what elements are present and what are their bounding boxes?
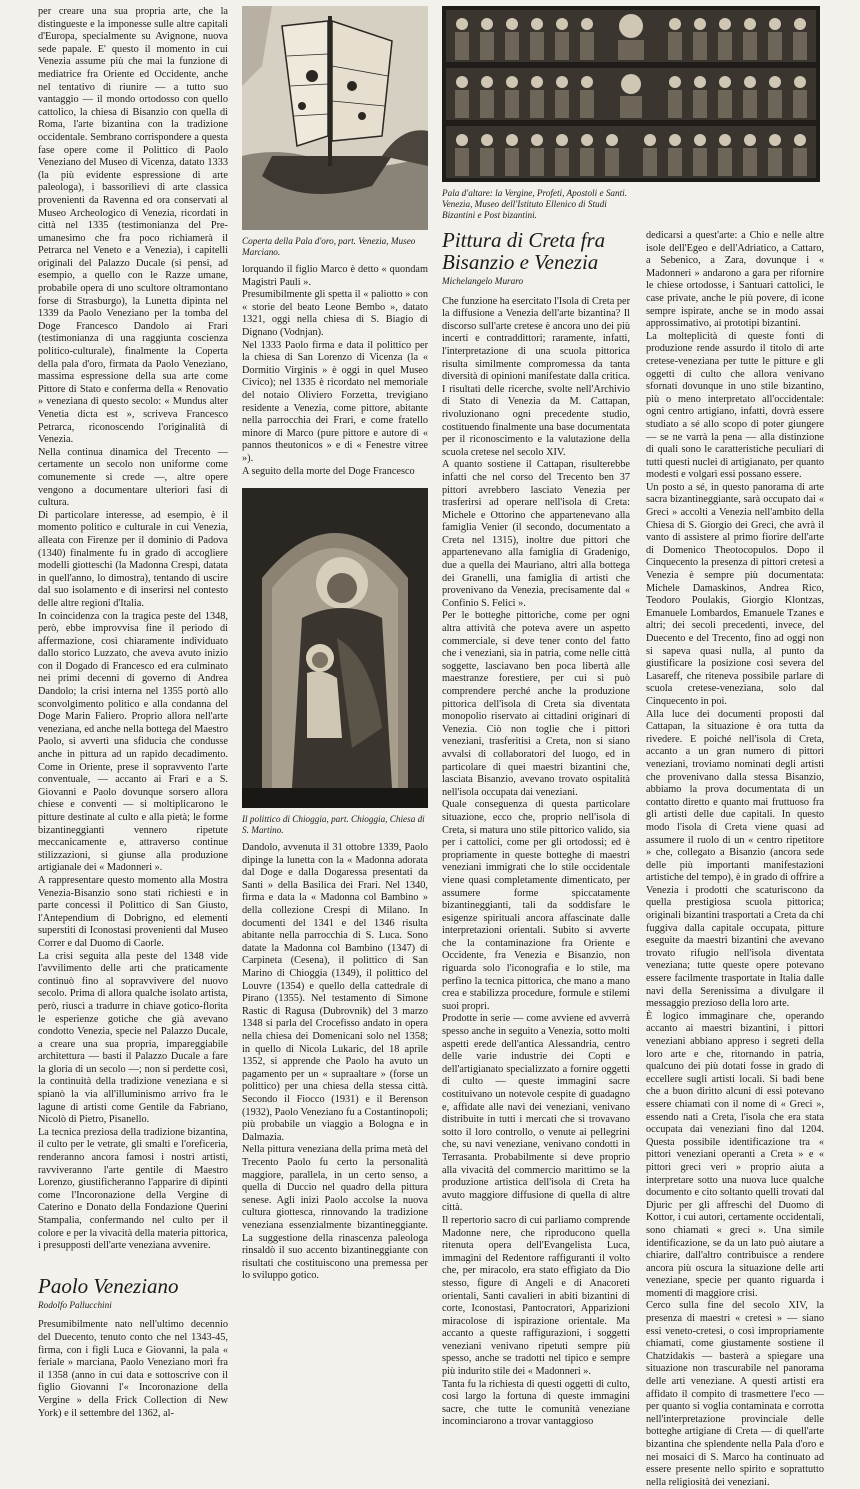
figure-caption: Il polittico di Chioggia, part. Chioggia, Chiesa di S. Martino. bbox=[242, 814, 425, 836]
paragraph: Nella continua dinamica del Trecento — certamente un secolo non uniforme come comunemente si crede —, altre opere vengono a documentare ulteriori fasi di cultura. bbox=[38, 446, 228, 509]
paragraph: Presumibilmente nato nell'ultimo decennio del Duecento, tenuto conto che nel 1343-45, firma, con i figli Luca e Giovanni, la pala « feriale » marciana, Paolo Veneziano morì fra il 1358 (anno in cui data e sottoscrive con il figlio Giovanni l'« Incoronazione della Vergine » della Frick Collection di New York) e il settembre del 1362, al- bbox=[38, 1319, 228, 1419]
paragraph: Tanta fu la richiesta di questi oggetti di culto, così largo la fortuna di queste immagini sacre, che tutte le comunità veneziane incominciarono a trovar vantaggioso bbox=[442, 1378, 630, 1428]
paragraph: Per le botteghe pittoriche, come per ogni altra attività che poteva avere un aspetto commerciale, si deve tener conto del fatto che i veneziani, sia in patria, come nelle città soggette, lasciavano ben poca libertà alle maestranze forestiere, per cui si può comprendere perché anche la produzione pittorica dell'isola di Creta sia diventata monopolio riservato ai cittadini originari di Venezia. Ciò non toglie che i pittori veneziani, trasferitisi a Creta, non si siano avvalsi di collaboratori del luogo, ed in particolare di quei maestri bizantini che, lasciata Bisanzio, avevano trovato ospitalità nell'isola occupata dai veneziani. bbox=[442, 610, 630, 798]
column-3 bbox=[442, 6, 630, 1428]
paragraph: Alla luce dei documenti proposti dal Cattapan, la situazione è ora tutta da rivedere. E poiché nell'isola di Creta, accanto a un gran numero di pittori veneziani, troviamo nominati degli artisti che provenivano dalla stessa Bisanzio, abbiamo la prova documentata di un contatto diretto e quanto mai fruttuoso fra gli artisti delle due capitali. In questo modo l'isola di Creta viene quasi ad assumere il ruolo di un « centro ripetitore » che, collegato a Bisanzio (ancora sede delle più importanti manifestazioni artistiche del tempo), è in grado di offrire a Venezia i prodotti che scaturiscono da quella prestigiosa scuola pittorica; originali bizantini trasportati a Creta da chi fuggiva dalla capitale occupata, pitture eseguite da maestri bizantini che avevano trovato rifugio nell'isola diventata veneziana; tutte queste opere potevano essere facilmente trasportate in Italia dalle navi della Serenissima a divulgare il messaggio prezioso della loro arte. bbox=[646, 708, 824, 1010]
paragraph: A rappresentare questo momento alla Mostra Venezia-Bisanzio sono stati richiesti e in parte concessi il Polittico di San Giusto, l'Antependium di Dobrigno, ed elementi superstiti di Iconostasi provenienti dal Museo Correr e dal Duomo di Caorle. bbox=[38, 874, 228, 949]
paragraph: Nel 1333 Paolo firma e data il polittico per la chiesa di San Lorenzo di Vicenza (la « Dormitio Virginis » è oggi in quel Museo Civico); nel 1335 è ricordato nel memoriale del notaio Oliviero Forzetta, trevigiano residente a Venezia, come pittore, abitante nella parrocchia dei Frari, e come fratello minore di Marco (pure pittore e autore di « pannos theutonicos » e di « Fenestre vitree »). bbox=[242, 339, 428, 464]
madonna-painting-image bbox=[242, 488, 428, 808]
paragraph: Prodotte in serie — come avviene ed avverrà spesso anche in seguito a Venezia, sotto molti aspetti erede dell'antica Alessandria, centro delle varie industrie dei Copti e dell'artigianato specializzato a fornire oggetti di culto — queste immagini sacre costituivano un notevole cespite di guadagno e, affidate alle navi dei veneziani, venivano distribuite in tutti i mercati che si trovavano sotto il loro controllo, o venute ai pellegrini che, su navi veneziane, venivano condotti in Terrasanta. Probabilmente si deve proprio alla vivacità del commercio marittimo se la produzione artistica dell'isola di Creta ha avuto maggiore diffusione di quella di altre città. bbox=[442, 1013, 630, 1214]
article-heading-paolo-veneziano: Paolo Veneziano bbox=[38, 1273, 179, 1298]
paragraph: A seguito della morte del Doge Francesco bbox=[242, 465, 415, 477]
paragraph: È logico immaginare che, operando accanto ai maestri bizantini, i pittori veneziani abbiano appreso i segreti della loro arte e che, ritornando in patria, qualcuno dei più dotati fosse in grado di eccellere sugli artisti locali. Si badi bene che a buon diritto alcuni di essi potevano essere chiamati con il nome di « Greci », essendo nati a Creta, l'isola che era stata occupata dai veneziani fino dal 1204. Questa possibile identificazione tra « pittori veneziani operanti a Creta » e « pittori greci veri » proprio aiuta a interpretare sotto una nuova luce qualche documento e cito soltanto quelli trovati dal Djuric per gli affreschi del Duomo di Kottor, i cui autori, certamente occidentali, sono chiamati « greci ». Una simile identificazione, se da un lato può aiutare a chiarire, dall'altro contribuisce a rendere ancora più oscura la situazione delle arti veneziane, specie per quanto riguarda i momenti di maggiore crisi. bbox=[646, 1010, 824, 1299]
paragraph: Presumibilmente gli spetta il « paliotto » con « storie del beato Leone Bembo », datato 1321, oggi nella chiesa di S. Biagio di Dignano (Vodnjan). bbox=[242, 289, 428, 338]
article-byline: Michelangelo Muraro bbox=[442, 276, 524, 286]
paragraph: A quanto sostiene il Cattapan, risulterebbe infatti che nel corso del Trecento ben 37 pittori avrebbero lasciato Venezia per trasferirsi ad operare nell'isola di Creta: Michele e Ottorino che appartenevano alla famiglia Venier (il secondo, documentato a Creta nel 1315), inoltre due pittori che appartenevano alla famiglia di Gradenigo, due a quella dei Mauriano, altri alla bottega dei Granelli, una famiglia di artisti che provenivano da Venezia, precisamente dal « Confinio S. Felici ». bbox=[442, 459, 630, 609]
paragraph: Un posto a sé, in questo panorama di arte sacra bizantineggiante, sarà occupato dai « Greci » accolti a Venezia nell'ambito della Chiesa di S. Giorgio dei Greci, che avrà il vanto di assistere al primo fiorire dell'arte di Domenico Theotocopulos. Dopo il Cinquecento la presenza di pittori cretesi a Venezia è sempre più documentata: Michele Damaskinos, Andrea Rico, Teodoro Poulakis, Giorgio Klontzas, Emanuele Lombardos, Emanuele Tzanes e altri; dei secoli precedenti, invece, del Duecento e del Trecento, fino ad oggi non si sapeva quasi nulla, al punto da giustificare la posizione così severa del Lasareff, che riteneva possibile parlare di scuola cretese-veneziana, solo dal Cinquecento in poi. bbox=[646, 481, 824, 707]
paragraph: Quale conseguenza di questa particolare situazione, ecco che, proprio nell'isola di Creta, si matura uno stile pittorico valido, sia per i cattolici, come per gli ortodossi; ed è propriamente in queste botteghe di maestri veneziani immigrati che lo stile occidentale viene quasi completamente dimenticato, per assumere forme spiccatamente bizantineggianti, tali da soddisfare le esigenze spirituali ancora affascinate dalle interpretazioni orientali. Subito si avverte che la contaminazione fra Oriente e Occidente, fra Venezia e Bisanzio, non riguarda solo l'iconografia e lo stile, ma perfino la tecnica pittorica, che mano a mano crea e stabilizza procedure, formule e stilemi suoi propri. bbox=[442, 799, 630, 1012]
figure-pala-doro-cover bbox=[242, 6, 428, 230]
paragraph: Dandolo, avvenuta il 31 ottobre 1339, Paolo dipinge la lunetta con la « Madonna adorata dal Doge e dalla Dogaressa presentati da Santi » della Basilica dei Frari. Nel 1340, firma e data la « Madonna col Bambino » della collezione Crespi di Milano. In documenti del 1341 e del 1346 risulta abitante nella parrocchia di S. Luca. Sono datate la Madonna col Bambino (1347) di Carpineta (Cesena), il polittico di San Marino di Chioggia (1349), il polittico del Louvre (1354) e quello della cattedrale di Pirano (1355). Nel testamento di Simone Rastic di Ragusa (Dubrovnik) del 3 marzo 1348 si parla del Crocefisso andato in opera nella chiesa dei Domenicani solo nel 1358; in quello di Nicola Lukaric, del 18 aprile 1352, si apprende che Paolo ha avuto un pagamento per un « supraaltare » (forse un polittico) per una chiesa della stessa città. Secondo il Fiocco (1931) e il Berenson (1932), Paolo Veneziano fu a Costantinopoli; più probabile un viaggio a Bologna e in Dalmazia. bbox=[242, 842, 428, 1143]
altarpiece-image bbox=[442, 6, 820, 182]
column-1 bbox=[38, 6, 228, 1419]
column-2 bbox=[242, 6, 428, 1282]
article-byline: Rodolfo Pallucchini bbox=[38, 1299, 112, 1310]
paragraph: Di particolare interesse, ad esempio, è il momento politico e culturale in cui Venezia, alleata con Firenze per il dominio di Padova (1340) finalmente fu in grado di accogliere modelli giotteschi (la Madonna Crespi, datata in quell'anno, lo dimostra), tentando di uscire dal suo isolamento e di inserirsi nel contesto delle altre regioni d'Italia. bbox=[38, 509, 228, 609]
article-heading-pittura-di-creta: Pittura di Creta fra Bisanzio e Venezia bbox=[442, 228, 606, 274]
ship-painting-image bbox=[242, 6, 428, 230]
paragraph: per creare una sua propria arte, che la distingueste e la imponesse sulle altre capitali d'Europa, specialmente su Avignone, nuova sede papale. E' questo il momento in cui Venezia assume più che mai la funzione di mediatrice fra Oriente ed Occidente, anche nel tentativo di riunire — a tutto suo vantaggio — il mondo ortodosso con quello cattolico, la chiesa di Bisanzio con quella di Roma, l'arte bizantina con la tradizione occidentale. Sembrano corrispondere a questa fase opere come il Polittico di Paolo Veneziano del Museo di Vicenza, datato 1333 (la più evidente espressione di arte paleologa), i bassorilievi di arte classica provenienti da Ravenna ed ora conservati al Museo Archeologico di Venezia, ricordati in città nel 1335 (testimonianza del Pre-umanesimo che fra poco richiamerà il Petrarca nel Veneto e a Venezia), i capitelli originali del Palazzo Ducale (si pensi, ad esempio, a quello con le Razze umane, probabile opera di uno scultore oltramontano forse di Strasburgo), la Lunetta dipinta nel 1339 da Paolo Veneziano per la tomba del Doge Francesco Dandolo ai Frari (testimonianza di una raggiunta coscienza politico-culturale), finalmente la Coperta della pala d'oro, firmata da Paolo Veneziano, massima espressione della sua arte come Pittore di Stato e conferma della « Renovatio » veneziana di questo secolo: « Mundus alter Venetia dicta est », scriveva Francesco Petrarca, riconoscendo l'originalità di Venezia. bbox=[38, 6, 228, 446]
figure-caption: Coperta della Pala d'oro, part. Venezia, Museo Marciano. bbox=[242, 236, 416, 257]
column-4 bbox=[646, 230, 824, 1488]
figure-caption: Pala d'altare: la Vergine, Profeti, Apostoli e Santi. Venezia, Museo dell'Istituto Ellenico di Studi Bizantini e Post bizantini. bbox=[442, 188, 628, 220]
paragraph: La molteplicità di queste fonti di produzione rende assurdo il titolo di arte cretese-veneziana per tutte le pitture e gli oggetti di culto che allora venivano sfornati dovunque in uno stile bizantino, più o meno interpretato all'occidentale: ogni centro artigiano, infatti, dovrà essere studiato a sé allo scopo di poter giungere — se ne varrà la pena — alla distinzione di quali sono le caratteristiche peculiari di tutti questi nuclei di artigianato, per quanto modesti e volgari essi possano essere. bbox=[646, 330, 824, 481]
paragraph: La crisi seguita alla peste del 1348 vide l'avvilimento delle arti che praticamente continuò fino al sopravvivere del nuovo secolo. Prima di allora qualche isolato artista, però, riuscì a tradurre in chiave gotico-florita le esperienze gotiche che già avevano condotto Venezia, specie nel Palazzo Ducale, a creare una sua propria, impareggiabile architettura — basti il Palazzo Ducale a fare la gloria di un secolo —; non si perdette così, la continuità della tradizione veneziana e si spianò la via all'illuminismo arrivo fra le lagune di artisti come Gentile da Fabriano, Nicolò di Pietro, Pisanello. bbox=[38, 950, 228, 1126]
paragraph: Il repertorio sacro di cui parliamo comprende Madonne nere, che riproducono quella ritenuta opera dell'Evangelista Luca, immagini del Redentore raffiguranti il volto che, per miracolo, era stato effigiato da Dio stesso, figure di Angeli e di Anacoreti orientali, Santi cavalieri in abiti bizantini di corte, Iconostasi, Pantocratori, Apparizioni miracolose di ispirazione orientale. Ma accanto a queste raffigurazioni, i soggetti veneziani venivano ripetuti sempre più spesso, anche se tradotti nel tipico e sempre più indurito stile dei « Madonneri ». bbox=[442, 1214, 630, 1378]
paragraph: lorquando il figlio Marco è detto « quondam Magistri Pauli ». bbox=[242, 264, 428, 288]
paragraph: Che funzione ha esercitato l'Isola di Creta per la diffusione a Venezia dell'arte bizantina? Il discorso sull'arte cretese è ancora uno dei più incerti e contraddittori; raramente, infatti, l'interpretazione di una scuola pittorica risulta similmente compromessa da tanta diversità di opinioni manifestate dalla critica. I risultati delle ricerche, svolte nell'Archivio di Stato di Venezia da M. Cattapan, rivoluzionano ogni precedente studio, costituendo finalmente una base documentata per il riconoscimento e la valutazione della scuola cretese nel secolo XIV. bbox=[442, 295, 630, 458]
paragraph: Nella pittura veneziana della prima metà del Trecento Paolo fu certo la personalità maggiore, parallela, in un certo senso, a quella di Duccio nel quadro della pittura senese. Agli inizi Paolo accolse la nuova cultura giottesca, rinnovando la tradizione veneziana essenzialmente bizantineggiante. La suggestione della rinascenza paleologa rinsaldò il suo accento bizantineggiante con risultati che costituiscono una premessa per lo sviluppo gotico. bbox=[242, 1144, 428, 1282]
paragraph: La tecnica preziosa della tradizione bizantina, il culto per le vetrate, gli smalti e l'oreficeria, renderanno ancora famosi i nostri artisti, ravviveranno l'arte gentile di Maestro Lorenzo, giustificheranno l'apparire di dipinti come l'Incoronazione della Vergine di Caterino e Donato della Fondazione Querini Stampalia, confermando nel culto per il colore e per la vivacità della materia pittorica, i presupposti dell'arte veneziana avvenire. bbox=[38, 1126, 228, 1252]
paragraph: In coincidenza con la tragica peste del 1348, però, ebbe improvvisa fine il periodo di affermazione, così chiaramente individuato dallo storico Luzzato, che aveva avuto inizio con il Dogado di Francesco ed era culminato nei primi decenni di governo di Andrea Dandolo; la crisi interna nel 1355 portò allo sconvolgimento politico e alla condanna del Doge Marin Faliero. Proprio allora nell'arte veneziana, ed anche nella bottega del Maestro Paolo, si avvertì una sfiducia che condusse anche in pittura ad un rapido decadimento. Come in Oriente, prese il sopravvento l'arte conventuale, — accanto ai Frari e a S. Giovanni e Paolo dovunque sorsero allora chiese e conventi — si moltiplicarono le pitture destinate al culto e alla pietà; le forme bizantineggianti vennero ripetute meccanicamente e, attraverso continue stilizzazioni, si giunse alla produzione artigianale dei « Madonneri ». bbox=[38, 610, 228, 874]
figure-altarpiece bbox=[442, 6, 820, 182]
paragraph: dedicarsi a quest'arte: a Chio e nelle altre isole dell'Egeo e dell'Adriatico, a Cattaro, a Sebenico, a Zara, dovunque i « Madonneri » andarono a gara per rifornire le chiese ortodosse, i Santuari cattolici, le case private, anche le più povere, di icone sempre ispirate, anche se in modo assai approssimativo, ai prototipi bizantini. bbox=[646, 230, 824, 330]
paragraph: Cerco sulla fine del secolo XIV, la presenza di maestri « cretesi » — siano essi veneto-cretesi, o così impropriamente chiamati, come giustamente sostiene il Chatzidakis — basterà a spiegare una situazione non trascurabile nel panorama delle arti veneziane. A questi artisti era affidato il compito di trasmettere l'eco — per quanto si voglia contaminata e corrotta nell'interpretazione provinciale delle botteghe artigiane di Creta — di quell'arte bizantina che splendente nella Pala d'oro e nei mosaici di S. Marco ha continuato ad essere presente nello spirito e soprattutto nella religiosità dei veneziani. bbox=[646, 1300, 824, 1488]
figure-chioggia-polyptych bbox=[242, 488, 428, 808]
